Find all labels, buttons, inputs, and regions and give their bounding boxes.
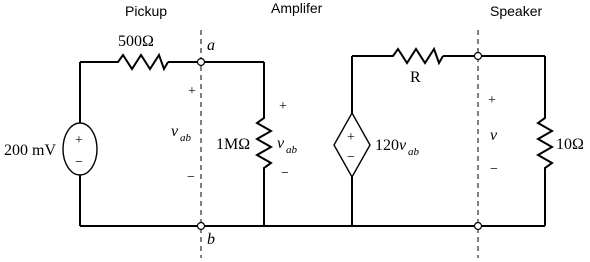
vab-label-right xyxy=(277,135,298,156)
resistor-10-ohm-label: 10Ω xyxy=(556,136,584,153)
vab-right-minus-sign: − xyxy=(281,166,289,181)
resistor-500-ohm-label: 500Ω xyxy=(118,33,154,50)
svg-text:ab: ab xyxy=(180,132,191,144)
resistor-r xyxy=(389,49,443,63)
resistor-1-megaohm-label: 1MΩ xyxy=(216,136,251,153)
resistor-10-ohm xyxy=(538,114,552,172)
svg-text:−: − xyxy=(75,155,83,170)
svg-text:v: v xyxy=(171,123,179,140)
svg-text:−: − xyxy=(347,150,355,165)
svg-text:120: 120 xyxy=(375,137,399,154)
speaker-section-label: Speaker xyxy=(490,3,543,19)
vout-minus-sign: − xyxy=(490,162,498,177)
voltage-source-label: 200 mV xyxy=(4,142,56,159)
vout-plus-sign: + xyxy=(488,93,496,108)
output-top-node-dot xyxy=(475,53,482,60)
vab-plus-sign: + xyxy=(188,84,196,99)
node-b-label: b xyxy=(207,231,215,248)
svg-text:ab: ab xyxy=(408,146,419,158)
pickup-section-label: Pickup xyxy=(125,3,168,19)
resistor-r-label: R xyxy=(410,69,421,86)
pickup-loop-wires xyxy=(80,62,545,226)
node-b-dot xyxy=(198,223,205,230)
vab-label-left xyxy=(171,123,192,144)
vab-right-plus-sign: + xyxy=(279,99,287,114)
dependent-source-label xyxy=(375,137,420,158)
dependent-voltage-source xyxy=(334,113,370,177)
amplifier-section-label: Amplifer xyxy=(271,0,323,16)
vab-minus-sign: − xyxy=(187,170,195,185)
resistor-1-megaohm xyxy=(257,114,271,172)
vout-label: v xyxy=(490,127,498,144)
svg-text:v: v xyxy=(399,137,407,154)
svg-text:ab: ab xyxy=(286,144,297,156)
voltage-source-200mv xyxy=(63,123,97,175)
node-a-dot xyxy=(198,59,205,66)
svg-text:v: v xyxy=(277,135,285,152)
svg-text:+: + xyxy=(347,130,355,145)
svg-text:+: + xyxy=(75,133,83,148)
node-a-label: a xyxy=(207,37,215,54)
resistor-500-ohm xyxy=(114,55,168,69)
output-bottom-node-dot xyxy=(475,223,482,230)
